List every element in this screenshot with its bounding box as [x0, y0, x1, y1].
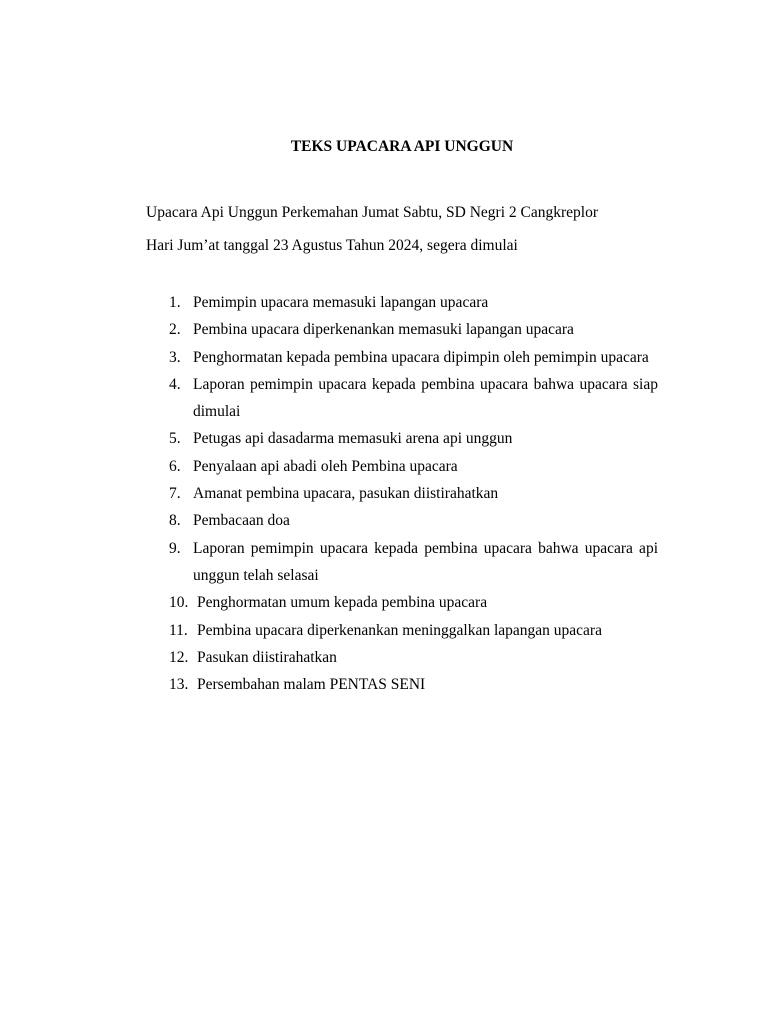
step-number: 11.: [169, 621, 188, 639]
list-item: [169, 507, 658, 534]
ceremony-steps-list: [169, 289, 658, 698]
step-number: 5.: [169, 430, 181, 448]
step-text: Penghormatan umum kepada pembina upacara: [197, 594, 488, 612]
step-number: 2.: [169, 321, 181, 339]
list-item: [169, 617, 658, 644]
list-item: [169, 289, 658, 316]
step-text: Pembacaan doa: [193, 512, 290, 530]
step-number: 1.: [169, 294, 181, 311]
step-number: 4.: [169, 375, 181, 393]
list-item: [169, 316, 658, 343]
step-text: Pembina upacara diperkenankan memasuki lapangan upacara: [193, 321, 574, 339]
step-number: 6.: [169, 457, 181, 475]
step-text: Laporan pemimpin upacara kepada pembina upacara bahwa upacara siap dimulai: [193, 375, 658, 421]
step-text: Pasukan diistirahatkan: [197, 648, 337, 666]
step-text: Pembina upacara diperkenankan meninggalkan lapangan upacara: [197, 621, 602, 639]
document-title: TEKS UPACARA API UNGGUN: [290, 138, 514, 155]
step-number: 9.: [169, 539, 181, 557]
list-item: [169, 671, 658, 698]
step-number: 7.: [169, 485, 181, 503]
step-number: 8.: [169, 512, 181, 530]
step-text: Petugas api dasadarma memasuki arena api unggun: [193, 430, 513, 448]
list-item: [169, 344, 658, 371]
list-item: [169, 535, 658, 590]
step-number: 10.: [169, 594, 189, 612]
step-text: Amanat pembina upacara, pasukan diistirahatkan: [193, 485, 499, 503]
list-item: [169, 480, 658, 507]
step-text: Persembahan malam PENTAS SENI: [197, 676, 426, 694]
step-number: 3.: [169, 348, 181, 366]
step-text: Penghormatan kepada pembina upacara dipimpin oleh pemimpin upacara: [193, 348, 649, 366]
intro-line: Hari Jum’at tanggal 23 Agustus Tahun 2024, segera dimulai: [146, 237, 518, 254]
step-number: 12.: [169, 648, 189, 666]
step-text: Penyalaan api abadi oleh Pembina upacara: [193, 457, 458, 475]
intro-line: Upacara Api Unggun Perkemahan Jumat Sabtu, SD Negri 2 Cangkreplor: [146, 204, 598, 221]
list-item: [169, 453, 658, 480]
list-item: [169, 425, 658, 452]
list-item: [169, 589, 658, 616]
list-item: [169, 371, 658, 426]
step-text: Pemimpin upacara memasuki lapangan upacara: [193, 294, 489, 311]
step-number: 13.: [169, 676, 189, 694]
list-item: [169, 644, 658, 671]
step-text: Laporan pemimpin upacara kepada pembina upacara bahwa upacara api unggun telah selasai: [193, 539, 658, 584]
